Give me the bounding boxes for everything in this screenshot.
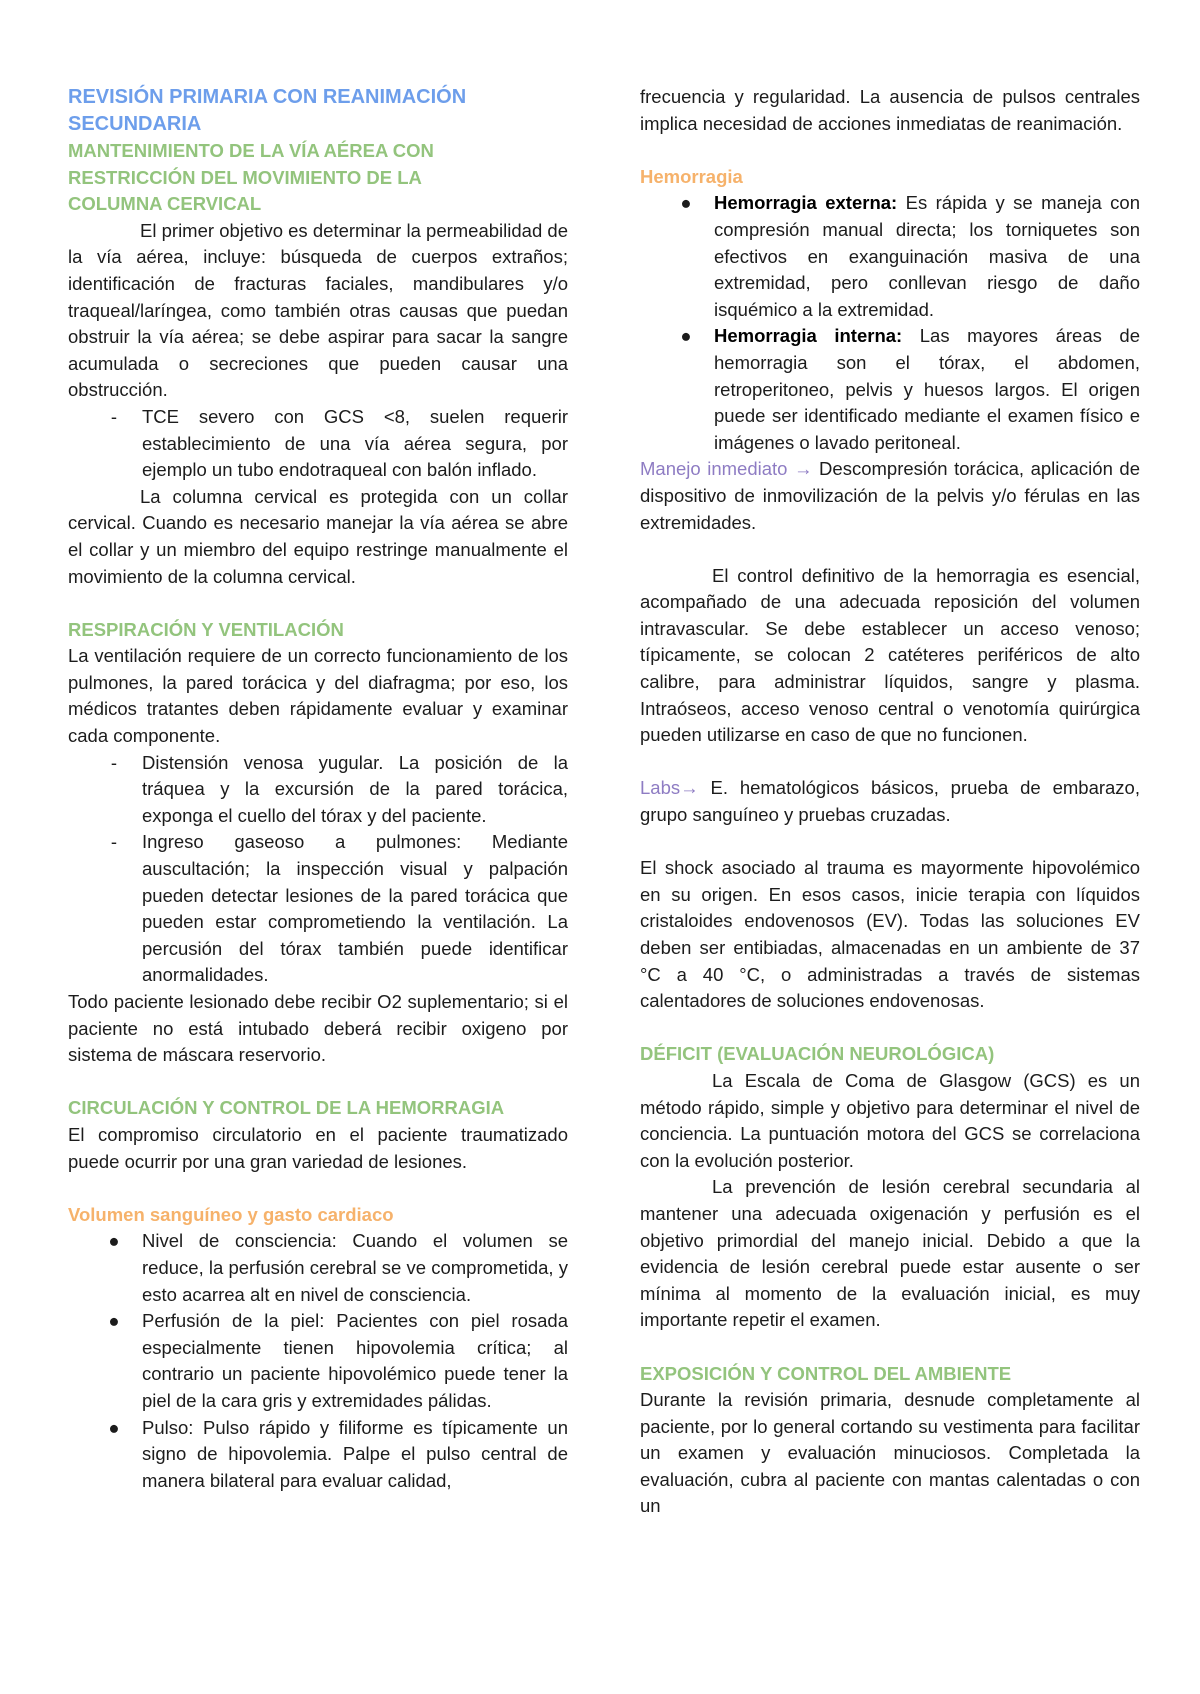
right-column — [640, 84, 1140, 1520]
list-item-text: Nivel de consciencia: Cuando el volumen se reduce, la perfusión cerebral se ve comprometida, y esto acarrea alt en nivel de consciencia. — [142, 1230, 568, 1305]
pulse-continuation — [640, 84, 1140, 137]
list-item-text: Ingreso gaseoso a pulmones: Mediante auscultación; la inspección visual y palpación pueden detectar lesiones de la pared torácica que pueden estar comprometiendo la ventilación. La percusión del tórax también puede identificar anormalidades. — [142, 831, 568, 986]
hemorrhage-control-paragraph: El control definitivo de la hemorragia es esencial, acompañado de una adecuada reposición del volumen intravascular. Se debe establecer un acceso venoso; típicamente, se colocan 2 catéteres periféricos de alto calibre, para administrar líquidos, sangre y plasma. Intraóseos, acceso venoso central o venotomía quirúrgica pueden utilizarse en caso de que no funcionen. — [640, 564, 1140, 746]
list-item — [68, 404, 568, 484]
volume-heading: Volumen sanguíneo y gasto cardiaco — [68, 1203, 394, 1225]
internal-hemorrhage-label: Hemorragia interna: — [714, 325, 903, 347]
list-item — [68, 829, 568, 989]
dash-mark: - — [110, 831, 118, 853]
list-item-text: Es rápida y se maneja con compresión manual directa; los torniquetes son efectivos en exanguinación masiva de una extremidad, pero conllevan riesgo de daño isquémico a la extremidad. — [714, 192, 1140, 320]
title-line-1: REVISIÓN PRIMARIA CON REANIMACIÓN — [68, 86, 467, 108]
labs-label: Labs→ — [640, 777, 699, 799]
document-title — [68, 84, 568, 138]
respiration-paragraph-1: La ventilación requiere de un correcto funcionamiento de los pulmones, la pared torácica y del diafragma; por eso, los médicos tratantes deben rápidamente evaluar y examinar cada componente. — [68, 645, 568, 747]
list-item-text: TCE severo con GCS <8, suelen requerir establecimiento de una vía aérea segura, por ejemplo un tubo endotraqueal con balón inflado. — [142, 405, 568, 481]
list-item — [68, 1228, 568, 1308]
exposure-heading: EXPOSICIÓN Y CONTROL DEL AMBIENTE — [640, 1362, 1012, 1384]
title-line-2: SECUNDARIA — [68, 113, 202, 135]
volume-bullet-list — [68, 1228, 568, 1494]
exposure-paragraph: Durante la revisión primaria, desnude completamente al paciente, por lo general cortando su vestimenta para facilitar un examen y evaluación minuciosos. Completada la evaluación, cubra al paciente con mantas calentadas o con un — [640, 1389, 1140, 1517]
list-item-text: Perfusión de la piel: Pacientes con piel rosada especialmente tienen hipovolemia crítica; al contrario un paciente hipovolémico puede tener la piel de la cara gris y extremidades pálidas. — [142, 1310, 568, 1411]
left-column — [68, 84, 568, 1494]
respiration-dash-list — [68, 750, 568, 989]
bullet-mark: ● — [108, 1416, 120, 1438]
immediate-management-paragraph — [640, 456, 1140, 536]
labs-text: E. hematológicos básicos, prueba de embarazo, grupo sanguíneo y pruebas cruzadas. — [640, 777, 1140, 826]
bullet-mark: ● — [680, 325, 692, 347]
shock-paragraph: El shock asociado al trauma es mayormente hipovolémico en su origen. En esos casos, inicie terapia con líquidos cristaloides endovenosos (EV). Todas las soluciones EV deben ser entibiadas, almacenadas en un ambiente de 37 °C a 40 °C, o administradas a través de sistemas calentadores de soluciones endovenosas. — [640, 857, 1140, 1012]
list-item-text: Pulso: Pulso rápido y filiforme es típicamente un signo de hipovolemia. Palpe el pulso central de manera bilateral para evaluar calidad, — [142, 1416, 568, 1491]
airway-heading-line-1: MANTENIMIENTO DE LA VÍA AÉREA CON — [68, 140, 434, 161]
deficit-heading: DÉFICIT (EVALUACIÓN NEUROLÓGICA) — [640, 1043, 995, 1065]
list-item-text: frecuencia y regularidad. La ausencia de pulsos centrales implica necesidad de acciones inmediatas de reanimación. — [640, 86, 1140, 134]
immediate-management-text: Descompresión torácica, aplicación de dispositivo de inmovilización de la pelvis y/o férulas en las extremidades. — [640, 458, 1140, 533]
hemorrhage-bullet-list — [640, 190, 1140, 456]
respiration-paragraph-2: Todo paciente lesionado debe recibir O2 suplementario; si el paciente no está intubado deberá recibir oxigeno por sistema de máscara reservorio. — [68, 991, 568, 1066]
list-item — [68, 1415, 568, 1495]
airway-heading-line-2: RESTRICCIÓN DEL MOVIMIENTO DE LA — [68, 166, 422, 188]
immediate-management-label: Manejo inmediato → — [640, 458, 813, 480]
bullet-mark: ● — [108, 1230, 120, 1252]
list-item — [566, 84, 1140, 137]
dash-mark: - — [110, 751, 118, 773]
circulation-heading: CIRCULACIÓN Y CONTROL DE LA HEMORRAGIA — [68, 1097, 505, 1119]
airway-paragraph-1: El primer objetivo es determinar la permeabilidad de la vía aérea, incluye: búsqueda de cuerpos extraños; identificación de fracturas faciales, mandibulares y/o traqueal/laríngea, como también otras causas que puedan obstruir la vía aérea; se debe aspirar para sacar la sangre acumulada o secreciones que pueden causar una obstrucción. — [68, 219, 568, 401]
labs-paragraph — [640, 775, 1140, 828]
deficit-paragraph-1: La Escala de Coma de Glasgow (GCS) es un método rápido, simple y objetivo para determinar el nivel de conciencia. La puntuación motora del GCS se correlaciona con la evolución posterior. — [640, 1069, 1140, 1171]
respiration-heading: RESPIRACIÓN Y VENTILACIÓN — [68, 618, 344, 640]
list-item-text: Las mayores áreas de hemorragia son el tórax, el abdomen, retroperitoneo, pelvis y huesos largos. El origen puede ser identificado mediante el examen físico e imágenes o lavado peritoneal. — [714, 325, 1140, 453]
external-hemorrhage-label: Hemorragia externa: — [714, 192, 898, 214]
list-item — [640, 323, 1140, 456]
list-item — [68, 1308, 568, 1414]
bullet-mark: ● — [108, 1310, 120, 1332]
list-item-text: Distensión venosa yugular. La posición de la tráquea y la excursión de la pared torácica, exponga el cuello del tórax y del paciente. — [142, 751, 568, 826]
hemorrhage-heading: Hemorragia — [640, 165, 743, 187]
list-item — [640, 190, 1140, 323]
bullet-mark: ● — [680, 192, 692, 214]
circulation-paragraph: El compromiso circulatorio en el paciente traumatizado puede ocurrir por una gran variedad de lesiones. — [68, 1123, 568, 1172]
deficit-paragraph-2: La prevención de lesión cerebral secundaria al mantener una adecuada oxigenación y perfusión es el objetivo primordial del manejo inicial. Debido a que la evidencia de lesión cerebral puede estar ausente o ser mínima al momento de la evaluación inicial, es muy importante repetir el examen. — [640, 1176, 1140, 1331]
airway-paragraph-2: La columna cervical es protegida con un collar cervical. Cuando es necesario manejar la vía aérea se abre el collar y un miembro del equipo restringe manualmente el movimiento de la columna cervical. — [68, 485, 568, 587]
airway-heading — [68, 138, 568, 218]
airway-dash-list — [68, 404, 568, 484]
list-item — [68, 750, 568, 830]
airway-heading-line-3: COLUMNA CERVICAL — [68, 193, 262, 215]
dash-mark: - — [110, 405, 118, 427]
